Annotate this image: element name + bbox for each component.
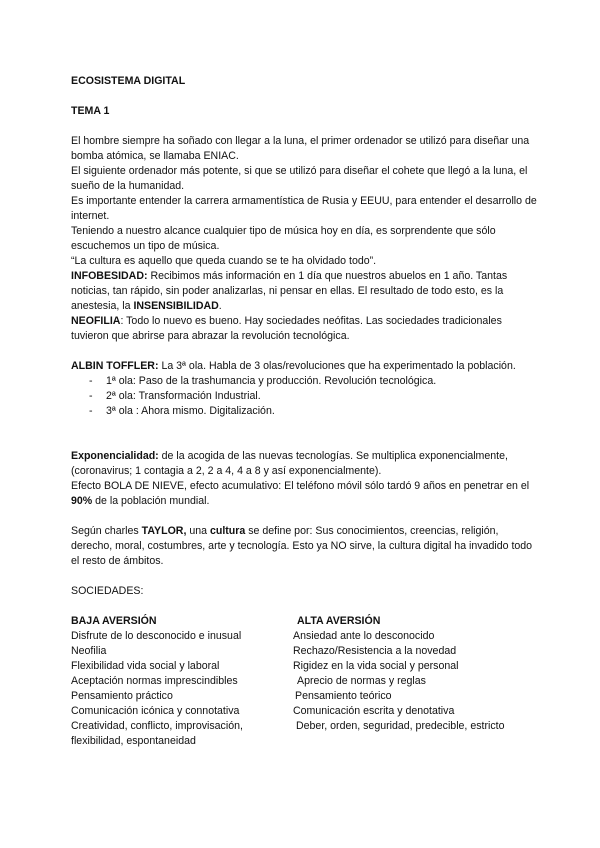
infobesidad-paragraph: INFOBESIDAD: Recibimos más información en 1 día que nuestros abuelos en 1 año. Tantas noticias, tan rápido, sin poder analizarlas, ni pensar en ellas. El resultado de todo esto, es la anestesia, la INSENSIBILIDAD.	[71, 270, 508, 312]
paragraph: Es importante entender la carrera armamentística de Rusia y EEUU, para entender el desarrollo de internet.	[71, 195, 537, 222]
list-item: Creatividad, conflicto, improvisación, flexibilidad, espontaneidad	[71, 720, 243, 747]
term-infobesidad: INFOBESIDAD:	[71, 270, 148, 282]
document-title: ECOSISTEMA DIGITAL	[71, 75, 186, 87]
list-item: Ansiedad ante lo desconocido	[293, 630, 435, 642]
paragraph: El hombre siempre ha soñado con llegar a la luna, el primer ordenador se utilizó para diseñar una bomba atómica, se llamaba ENIAC.	[71, 135, 530, 162]
toffler-paragraph: ALBIN TOFFLER: La 3ª ola. Habla de 3 olas/revoluciones que ha experimentado la población.	[71, 360, 516, 372]
aversion-columns	[71, 614, 541, 749]
taylor-paragraph: Según charles TAYLOR, una cultura se define por: Sus conocimientos, creencias, religión, derecho, moral, costumbres, arte y tecnología. Esto ya NO sirve, la cultura digital ha invadido todo el resto de ámbitos.	[71, 525, 533, 567]
alta-aversion-column	[293, 614, 541, 749]
term-toffler: ALBIN TOFFLER:	[71, 360, 159, 372]
column-heading: ALTA AVERSIÓN	[297, 615, 381, 627]
exponencialidad-paragraph: Exponencialidad: de la acogida de las nuevas tecnologías. Se multiplica exponencialmente, (coronavirus; 1 contagia a 2, 2 a 4, 4 a 8 y así exponencialmente).	[71, 450, 508, 477]
term-insensibilidad: INSENSIBILIDAD	[133, 300, 219, 312]
neofilia-paragraph: NEOFILIA: Todo lo nuevo es bueno. Hay sociedades neófitas. Las sociedades tradicionales tuvieron que abrirse para abrazar la revolución tecnológica.	[71, 315, 502, 342]
list-item: Comunicación icónica y connotativa	[71, 705, 240, 717]
list-item: Flexibilidad vida social y laboral	[71, 660, 220, 672]
section-heading: TEMA 1	[71, 105, 110, 117]
column-heading: BAJA AVERSIÓN	[71, 615, 157, 627]
list-item: Comunicación escrita y denotativa	[293, 705, 455, 717]
intro-section	[71, 134, 541, 344]
list-item: - 2ª ola: Transformación Industrial.	[71, 389, 541, 404]
list-item: Aceptación normas imprescindibles	[71, 675, 238, 687]
term-exponencialidad: Exponencialidad:	[71, 450, 159, 462]
term-neofilia: NEOFILIA	[71, 315, 121, 327]
paragraph: El siguiente ordenador más potente, si que se utilizó para diseñar el cohete que llegó a la luna, el sueño de la humanidad.	[71, 165, 528, 192]
exponencialidad-section	[71, 449, 541, 509]
bola-de-nieve-paragraph: Efecto BOLA DE NIEVE, efecto acumulativo: El teléfono móvil sólo tardó 9 años en penetrar en el 90% de la población mundial.	[71, 480, 530, 507]
list-item: Rechazo/Resistencia a la novedad	[293, 645, 457, 657]
list-item: - 1ª ola: Paso de la trashumancia y producción. Revolución tecnológica.	[71, 374, 541, 389]
taylor-section	[71, 524, 541, 569]
baja-aversion-column	[71, 614, 293, 749]
list-item: Pensamiento práctico	[71, 690, 173, 702]
olas-list	[71, 374, 541, 419]
sociedades-heading: SOCIEDADES:	[71, 585, 144, 597]
list-item: Disfrute de lo desconocido e inusual	[71, 630, 242, 642]
list-item: Pensamiento teórico	[295, 690, 392, 702]
toffler-section	[71, 359, 541, 419]
list-item: Aprecio de normas y reglas	[297, 675, 426, 687]
list-item: - 3ª ola : Ahora mismo. Digitalización.	[71, 404, 541, 419]
paragraph: Teniendo a nuestro alcance cualquier tipo de música hoy en día, es sorprendente que sólo escuchemos un tipo de música.	[71, 225, 496, 252]
list-item: Deber, orden, seguridad, predecible, estricto	[296, 720, 505, 732]
quote: “La cultura es aquello que queda cuando se te ha olvidado todo”.	[71, 255, 377, 267]
list-item: Neofilia	[71, 645, 107, 657]
list-item: Rigidez en la vida social y personal	[293, 660, 459, 672]
